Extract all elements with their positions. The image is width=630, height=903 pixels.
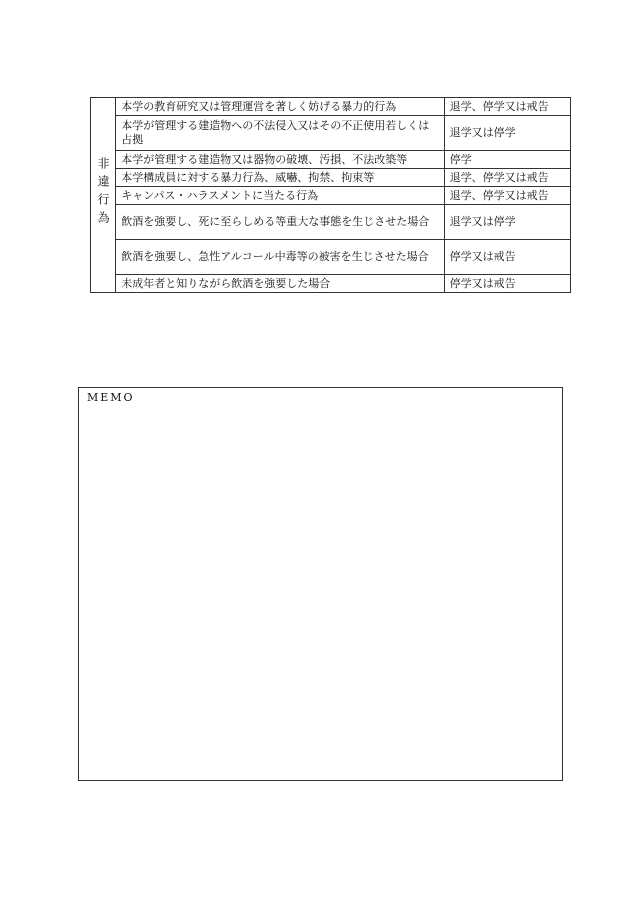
penalty-cell: 停学又は戒告 — [444, 240, 570, 275]
act-cell: 飲酒を強要し、急性アルコール中毒等の被害を生じさせた場合 — [116, 240, 444, 275]
act-cell: 未成年者と知りながら飲酒を強要した場合 — [116, 275, 444, 293]
penalty-cell: 退学又は停学 — [444, 116, 570, 151]
act-cell: キャンパス・ハラスメントに当たる行為 — [116, 187, 444, 205]
penalty-cell: 停学又は戒告 — [444, 275, 570, 293]
penalty-cell: 退学、停学又は戒告 — [444, 98, 570, 116]
penalty-cell: 停学 — [444, 151, 570, 169]
table-row — [91, 205, 571, 240]
table-row — [91, 240, 571, 275]
table-row — [91, 116, 571, 151]
penalty-cell: 退学、停学又は戒告 — [444, 169, 570, 187]
table-row — [91, 151, 571, 169]
memo-title: MEMO — [87, 391, 135, 404]
penalty-cell: 退学又は停学 — [444, 205, 570, 240]
act-cell: 本学が管理する建造物又は器物の破壊、汚損、不法改築等 — [116, 151, 444, 169]
table-row — [91, 98, 571, 116]
act-cell: 本学の教育研究又は管理運営を著しく妨げる暴力的行為 — [116, 98, 444, 116]
category-cell — [91, 98, 116, 293]
act-cell: 飲酒を強要し、死に至らしめる等重大な事態を生じさせた場合 — [116, 205, 444, 240]
act-cell: 本学が管理する建造物への不法侵入又はその不正使用若しくは占拠 — [116, 116, 444, 151]
table-row — [91, 275, 571, 293]
memo-box — [78, 387, 563, 781]
table-row — [91, 187, 571, 205]
misconduct-table — [90, 97, 571, 293]
table-row — [91, 169, 571, 187]
category-label: 非違行為 — [96, 157, 111, 229]
penalty-cell: 退学、停学又は戒告 — [444, 187, 570, 205]
act-cell: 本学構成員に対する暴力行為、威嚇、拘禁、拘束等 — [116, 169, 444, 187]
